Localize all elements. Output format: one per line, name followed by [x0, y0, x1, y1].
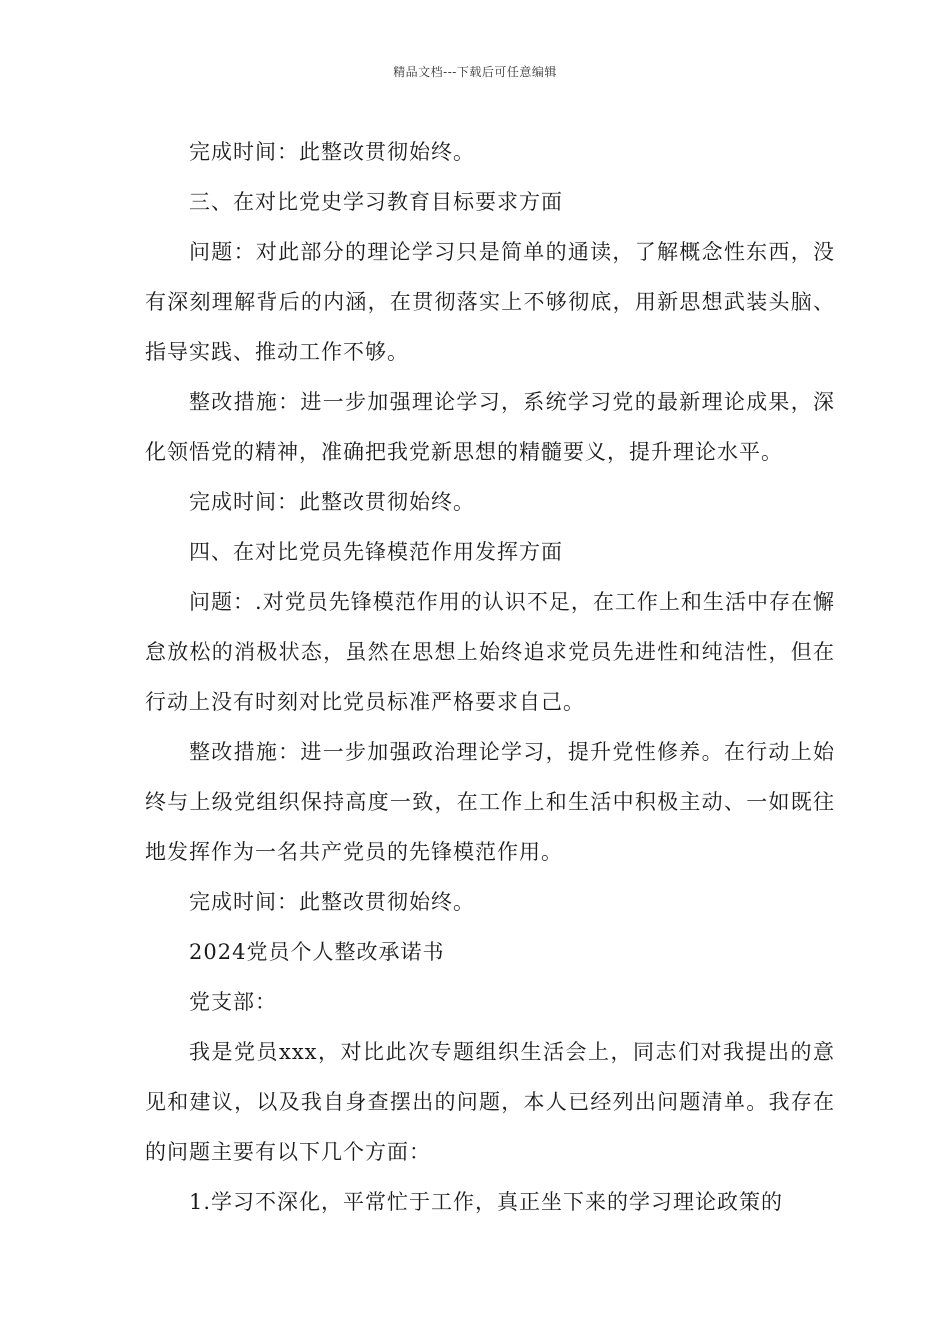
paragraph-completion-time-2: 完成时间：此整改贯彻始终。 [189, 490, 475, 514]
paragraph-measures-3: 整改措施：进一步加强理论学习，系统学习党的最新理论成果，深化领悟党的精神，准确把我党新思想的精髓要义，提升理论水平。 [145, 390, 835, 464]
paragraph-intro: 我是党员xxx，对比此次专题组织生活会上，同志们对我提出的意见和建议，以及我自身查摆出的问题，本人已经列出问题清单。我存在的问题主要有以下几个方面： [145, 1040, 835, 1164]
section-heading-4: 四、在对比党员先锋模范作用发挥方面 [189, 540, 563, 564]
document-title: 2024党员个人整改承诺书 [189, 940, 445, 964]
page-header: 精品文档---下载后可任意编辑 [393, 65, 557, 79]
section-heading-3: 三、在对比党史学习教育目标要求方面 [189, 190, 563, 214]
paragraph-completion-time-1: 完成时间：此整改贯彻始终。 [189, 140, 475, 164]
salutation: 党支部： [189, 990, 277, 1014]
paragraph-problem-3: 问题：对此部分的理论学习只是简单的通读，了解概念性东西，没有深刻理解背后的内涵，在贯彻落实上不够彻底，用新思想武装头脑、指导实践、推动工作不够。 [145, 240, 835, 364]
paragraph-problem-4: 问题：.对党员先锋模范作用的认识不足，在工作上和生活中存在懈怠放松的消极状态，虽然在思想上始终追求党员先进性和纯洁性，但在行动上没有时刻对比党员标准严格要求自己。 [145, 590, 835, 714]
paragraph-item-1: 1.学习不深化，平常忙于工作，真正坐下来的学习理论政策的 [189, 1190, 784, 1214]
document-body [145, 127, 835, 1227]
paragraph-measures-4: 整改措施：进一步加强政治理论学习，提升党性修养。在行动上始终与上级党组织保持高度一致，在工作上和生活中积极主动、一如既往地发挥作为一名共产党员的先锋模范作用。 [145, 740, 835, 864]
paragraph-completion-time-3: 完成时间：此整改贯彻始终。 [189, 890, 475, 914]
